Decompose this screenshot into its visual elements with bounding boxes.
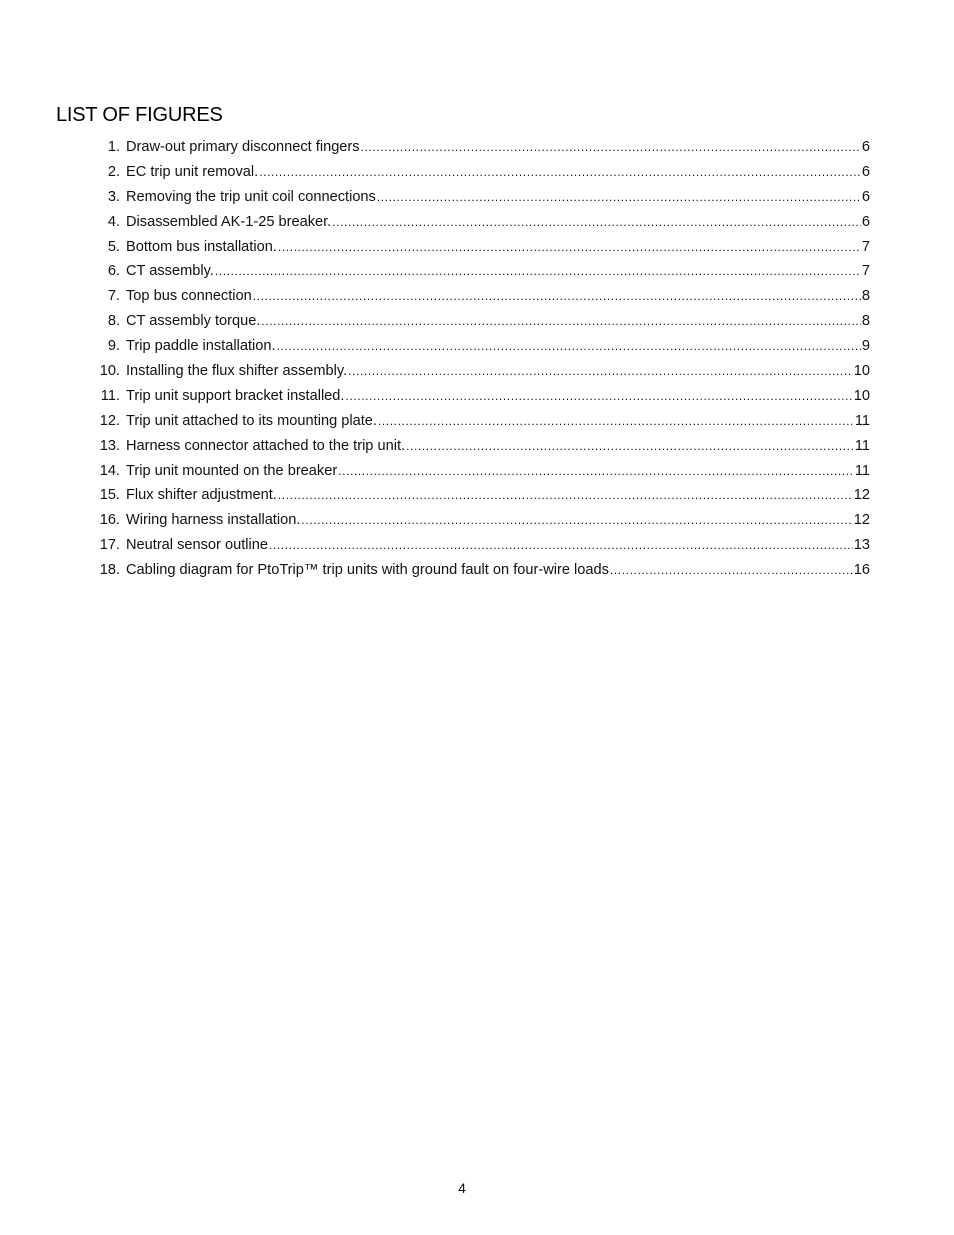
dot-leader	[361, 135, 861, 160]
figure-entry[interactable]	[90, 533, 870, 558]
figure-number: 18.	[99, 562, 120, 579]
figure-number: 5.	[107, 238, 120, 255]
figure-entry[interactable]	[90, 235, 870, 260]
figure-title: Trip paddle installation.	[126, 338, 276, 355]
dot-leader	[277, 334, 861, 359]
figure-title: Trip unit support bracket installed.	[126, 387, 345, 404]
figure-number: 4.	[107, 213, 120, 230]
dot-leader	[377, 185, 861, 210]
figure-page-number: 11	[854, 462, 870, 479]
figure-page-number: 11	[854, 437, 870, 454]
dot-leader	[253, 284, 861, 309]
figure-entry[interactable]	[90, 359, 870, 384]
figure-entry[interactable]	[90, 459, 870, 484]
figure-entry[interactable]	[90, 210, 870, 235]
figure-number: 9.	[107, 338, 120, 355]
figure-number: 1.	[107, 139, 120, 155]
figure-page-number: 16	[853, 562, 870, 579]
figure-entry[interactable]	[90, 309, 870, 334]
figure-title: Trip unit mounted on the breaker	[126, 462, 338, 479]
figure-page-number: 10	[853, 363, 870, 380]
figure-page-number: 13	[853, 537, 870, 554]
figure-page-number: 12	[853, 487, 870, 504]
figure-title: Trip unit attached to its mounting plate.	[126, 412, 377, 429]
figure-number: 10.	[99, 363, 120, 380]
figure-entry[interactable]	[90, 483, 870, 508]
figure-number: 13.	[99, 437, 120, 454]
figure-number: 16.	[99, 512, 120, 529]
figure-title: Disassembled AK-1-25 breaker.	[126, 213, 332, 230]
figure-number: 12.	[99, 412, 120, 429]
dot-leader	[269, 533, 853, 558]
figure-page-number: 6	[861, 163, 870, 180]
figure-page-number: 9	[861, 338, 870, 355]
dot-leader	[338, 459, 854, 484]
figure-title: CT assembly.	[126, 263, 214, 280]
figure-title: CT assembly torque.	[126, 313, 261, 330]
figure-number: 7.	[107, 288, 120, 305]
figure-page-number: 7	[861, 263, 870, 280]
figure-title: Neutral sensor outline	[126, 537, 268, 554]
figure-number: 15.	[99, 487, 120, 504]
page-title: LIST OF FIGURES	[56, 104, 223, 126]
figure-number: 6.	[107, 263, 120, 280]
figure-number: 17.	[99, 537, 120, 554]
dot-leader	[610, 558, 853, 583]
dot-leader	[278, 235, 861, 260]
figure-page-number: 7	[861, 238, 870, 255]
dot-leader	[345, 384, 852, 409]
figure-title: Harness connector attached to the trip unit.	[126, 437, 406, 454]
figure-entry[interactable]	[90, 434, 870, 459]
dot-leader	[406, 434, 854, 459]
figure-entry[interactable]	[90, 384, 870, 409]
figure-page-number: 12	[853, 512, 870, 529]
figure-entry[interactable]	[90, 185, 870, 210]
figure-page-number: 6	[861, 139, 870, 155]
figure-entry[interactable]	[90, 160, 870, 185]
figure-number: 3.	[107, 188, 120, 205]
figure-page-number: 6	[861, 188, 870, 205]
figure-entry[interactable]	[90, 409, 870, 434]
dot-leader	[278, 483, 853, 508]
figure-entry[interactable]	[90, 558, 870, 583]
figure-entry[interactable]	[90, 135, 870, 160]
figure-title: Top bus connection	[126, 288, 252, 305]
page-number: 4	[458, 1180, 466, 1196]
figure-number: 11.	[100, 387, 120, 404]
figure-number: 8.	[107, 313, 120, 330]
figure-entry[interactable]	[90, 259, 870, 284]
figure-title: Bottom bus installation.	[126, 238, 277, 255]
dot-leader	[301, 508, 852, 533]
dot-leader	[348, 359, 853, 384]
figure-page-number: 8	[861, 313, 870, 330]
figure-title: Flux shifter adjustment.	[126, 487, 277, 504]
figure-title: Removing the trip unit coil connections	[126, 188, 376, 205]
dot-leader	[259, 160, 861, 185]
figure-title: Installing the flux shifter assembly.	[126, 363, 348, 380]
figure-page-number: 8	[861, 288, 870, 305]
dot-leader	[378, 409, 854, 434]
figure-title: EC trip unit removal.	[126, 163, 259, 180]
figure-number: 14.	[99, 462, 120, 479]
dot-leader	[261, 309, 861, 334]
figure-entry[interactable]	[90, 508, 870, 533]
figure-entry[interactable]	[90, 334, 870, 359]
figure-page-number: 11	[854, 412, 870, 429]
dot-leader	[332, 210, 861, 235]
figure-title: Cabling diagram for PtoTrip™ trip units with ground fault on four-wire loads	[126, 562, 609, 579]
figure-title: Wiring harness installation.	[126, 512, 301, 529]
figure-page-number: 10	[853, 387, 870, 404]
dot-leader	[215, 259, 861, 284]
figure-title: Draw-out primary disconnect fingers	[126, 139, 360, 155]
figure-number: 2.	[107, 163, 120, 180]
figure-list	[90, 135, 870, 583]
figure-entry[interactable]	[90, 284, 870, 309]
figure-page-number: 6	[861, 213, 870, 230]
